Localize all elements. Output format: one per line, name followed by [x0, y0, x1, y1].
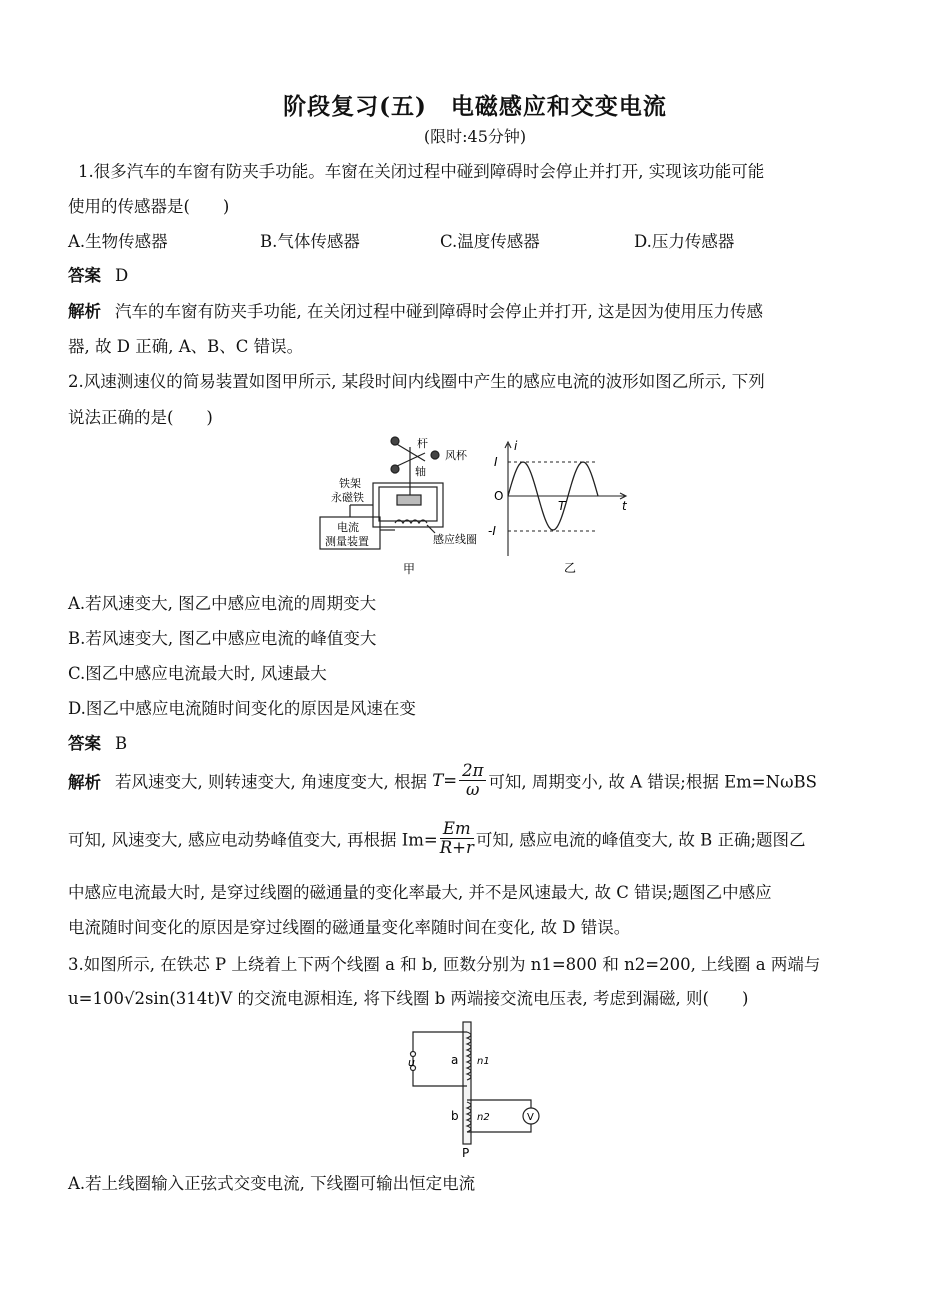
analysis-text-1: 若风速变大, 则转速变大, 角速度变大, 根据 — [115, 772, 427, 792]
label-n2: n2 — [477, 1112, 490, 1123]
analysis-text-3: 可知, 风速变大, 感应电动势峰值变大, 再根据 Im= — [68, 830, 438, 850]
coil-pointer — [427, 525, 435, 533]
q1-answer — [68, 262, 128, 286]
label-origin: O — [494, 489, 504, 503]
fraction-denominator: ω — [466, 780, 480, 799]
q1-analysis-line1 — [68, 298, 763, 322]
time-limit: (限时:45分钟) — [423, 127, 527, 146]
analysis-text-4: 可知, 感应电流的峰值变大, 故 B 正确;题图乙 — [475, 830, 806, 850]
formula-T: T= — [432, 771, 458, 790]
answer-label: 答案 — [68, 734, 101, 753]
q1-stem-line2: 使用的传感器是( ) — [68, 197, 230, 216]
label-meter-1: 电流 — [337, 521, 359, 534]
q2-stem-line2: 说法正确的是( ) — [68, 408, 213, 427]
label-magnet: 永磁铁 — [331, 491, 364, 504]
label-period: T — [558, 499, 566, 513]
fraction-Em-Rr — [440, 820, 474, 857]
caption-jia: 甲 — [403, 562, 416, 576]
q1-option-a: A.生物传感器 — [68, 232, 168, 251]
cup-right — [431, 451, 439, 459]
label-neg-peak: -I — [488, 524, 496, 538]
q2-analysis-line1 — [68, 762, 817, 799]
analysis-label: 解析 — [68, 302, 101, 321]
fraction-numerator: Em — [440, 820, 474, 839]
label-a: a — [451, 1053, 459, 1067]
analysis-text-2: 可知, 周期变小, 故 A 错误;根据 Em=NωBS — [488, 772, 817, 792]
circuit-a-wire — [413, 1032, 467, 1086]
current-waveform-figure — [488, 438, 633, 578]
q2-analysis-line3: 中感应电流最大时, 是穿过线圈的磁通量的变化率最大, 并不是风速最大, 故 C 错误;题图乙中感应 — [68, 883, 772, 902]
cup-left-2 — [391, 465, 399, 473]
q3-stem-line1: 3.如图所示, 在铁芯 P 上绕着上下两个线圈 a 和 b, 匝数分别为 n1=800 和 n2=200, 上线圈 a 两端与 — [68, 955, 821, 974]
label-core-p: P — [462, 1146, 470, 1160]
q1-option-b: B.气体传感器 — [260, 232, 360, 251]
analysis-text: 汽车的车窗有防夹手功能, 在关闭过程中碰到障碍时会停止并打开, 这是因为使用压力传感 — [115, 302, 763, 321]
q2-option-d: D.图乙中感应电流随时间变化的原因是风速在变 — [68, 699, 416, 718]
fraction-numerator: 2π — [459, 762, 486, 781]
caption-yi: 乙 — [564, 561, 577, 575]
q1-option-d: D.压力传感器 — [634, 232, 735, 251]
q3-option-a: A.若上线圈输入正弦式交变电流, 下线圈可输出恒定电流 — [68, 1174, 476, 1193]
answer-value: B — [115, 734, 128, 753]
page-title: 阶段复习(五) 电磁感应和交变电流 — [283, 93, 667, 120]
label-rod: 杆 — [417, 437, 428, 450]
q3-stem-line2: u=100√2sin(314t)V 的交流电源相连, 将下线圈 b 两端接交流电压表, 考虑到漏磁, 则( ) — [68, 989, 749, 1008]
q2-option-b: B.若风速变大, 图乙中感应电流的峰值变大 — [68, 629, 377, 648]
label-b: b — [451, 1109, 459, 1123]
q2-analysis-line2 — [68, 820, 806, 857]
q1-analysis-line2: 器, 故 D 正确, A、B、C 错误。 — [68, 337, 304, 356]
label-cup: 风杯 — [445, 449, 467, 462]
fraction-denominator: R+r — [439, 838, 474, 857]
q2-option-c: C.图乙中感应电流最大时, 风速最大 — [68, 664, 327, 683]
cup-left — [391, 437, 399, 445]
label-coil: 感应线圈 — [433, 533, 477, 546]
label-meter-2: 测量装置 — [325, 535, 369, 548]
label-i: i — [514, 439, 518, 453]
label-peak: I — [494, 455, 498, 469]
q1-option-c: C.温度传感器 — [440, 232, 540, 251]
label-n1: n1 — [477, 1056, 490, 1067]
fraction-2pi-omega — [459, 762, 486, 799]
q2-answer — [68, 730, 127, 754]
q2-stem-line1: 2.风速测速仪的简易装置如图甲所示, 某段时间内线圈中产生的感应电流的波形如图乙所示, 下列 — [68, 372, 765, 391]
analysis-label: 解析 — [68, 772, 101, 792]
anemometer-figure — [315, 435, 485, 580]
label-voltmeter: V — [527, 1112, 534, 1123]
label-frame: 铁架 — [339, 477, 361, 490]
q2-analysis-line4: 电流随时间变化的原因是穿过线圈的磁通量变化率随时间在变化, 故 D 错误。 — [68, 918, 631, 937]
label-axis: 轴 — [415, 465, 426, 478]
q1-stem-line1: 1.很多汽车的车窗有防夹手功能。车窗在关闭过程中碰到障碍时会停止并打开, 实现该功能可能 — [78, 162, 765, 181]
answer-value: D — [115, 266, 129, 285]
transformer-figure — [405, 1020, 545, 1160]
label-u: u — [408, 1056, 415, 1069]
q2-option-a: A.若风速变大, 图乙中感应电流的周期变大 — [68, 594, 377, 613]
answer-label: 答案 — [68, 266, 101, 285]
permanent-magnet — [397, 495, 421, 505]
label-t: t — [622, 499, 627, 513]
